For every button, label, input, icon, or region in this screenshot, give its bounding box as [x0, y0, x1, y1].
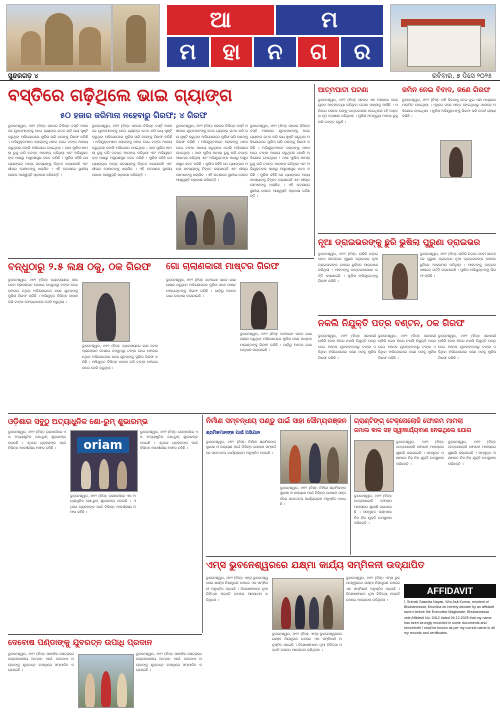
story-headline: ଆତ୍ମଘାତୀ ଘଟଣା [318, 86, 369, 94]
story-body: ଭୁବନେଶ୍ୱର, ୬ା୧୨ (ନିସ): ନିର୍ମାଣ ଶ୍ରମିକଙ୍କ ସୁରକ୍ଷା ଓ କଲ୍ୟାଣ ପାଇଁ ବିଭିନ୍ନ ଯୋଜନା ସମ୍ପର୍କରେ ସଚେତନତା କାର୍ଯ୍ୟକ୍ରମ ଅନୁଷ୍ଠିତ ହୋଇଛି । [280, 486, 346, 507]
story-subheadline: ଶ୍ରମିକମାନଙ୍କ ପାଇଁ ଅଭିଯାନ [206, 431, 261, 436]
portrait-photo [240, 282, 278, 330]
newspaper-title [166, 4, 384, 68]
section-divider [8, 413, 496, 414]
affidavit-text: I, Srimati Sasmita Nayak, W/o Asit Kumar, resident of Bhubaneswar, Khordha do hereby declare by an affidavit sworn before the Executive Magistrate, Bhubaneswar vide Affidavit No. 0412 dated 04.12.2025 that my name has been wrongly recorded in some documents and henceforth I shall be known as per my correct name in all my records and certificates. [404, 600, 495, 636]
section-divider [8, 634, 202, 635]
story-body: ଭୁବନେଶ୍ୱର, ୬ା୧୨ (ନିସ): ଏମ୍ସ ଭୁବନେଶ୍ୱରରେ ଯକ୍ଷ୍ମା ନିୟନ୍ତ୍ରଣ ଉପରେ ଏକ ସମ୍ମିଳନୀ ଅନୁଷ୍ଠିତ ହୋଇଛି । ବିଶେଷଜ୍ଞମାନେ ନୂଆ ଚିକିତ୍ସା ପଦ୍ଧତି ଉପରେ ଆଲୋଚନା କରିଥିଲେ । [346, 576, 400, 602]
story-body: ଭୁବନେଶ୍ୱର, ୬ା୧୨ (ନିସ): ରାଜଧାନୀରେ ଏକ ଅତ୍ୟାଧୁନିକ ଶୋ-ରୁମ୍ ଶୁଭାରମ୍ଭ ହୋଇଛି । ଏଥିରେ ଗ୍ରାହକଙ୍କ ପାଇଁ ବିଭିନ୍ନ ଆକର୍ଷଣୀୟ ଅଫର ରହିଛି । [70, 494, 136, 515]
story-body: ଭୁବନେଶ୍ୱର, ୬ା୧୨ (ନିସ): ସରକାରୀ ଚାକିରି ଦେବା ନାଁରେ ନକଲି ନିଯୁକ୍ତି ପତ୍ର ଦେଇ ଅନେକ ଯୁବକଙ୍କଠାରୁ ଟଙ୍କା ଠକିଥିବା ଅଭିଯୋଗରେ ଜଣେ ଠକକୁ ପୁଲିସ ଗିରଫ କରିଛି । [318, 334, 376, 360]
story-headline: ବନ୍ଧୁଠାରୁ ୨.୫ ଲକ୍ଷ ଠକୁ, ଠକ ଗିରଫ [8, 262, 151, 273]
story-body: ଭୁବନେଶ୍ୱର, ୬ା୧୨ (ନିସ): ଚାକିରି ଛଡ଼ାଇ ନେବା ସନ୍ଦେହରେ ପୁରୁଣା ଡ୍ରାଇଭର ନୂଆ ଡ୍ରାଇଭରଙ୍କ ଉପରେ ଛୁରିରେ ଆକ୍ରମଣ କରିଥିଲା । ଆହତଙ୍କୁ ଡାକ୍ତରଖାନାରେ ଭର୍ତ୍ତି କରାଯାଇଛି । ପୁଲିସ ଅଭିଯୁକ୍ତଙ୍କୁ ଗିରଫ କରିଛି । [318, 252, 378, 284]
title-letter: ଆ [167, 5, 274, 35]
story-body: ଭୁବନେଶ୍ୱର, ୬ା୧୨ (ନିସ): ସରକାରୀ ଚାକିରି ଦେବା ନାଁରେ ନକଲି ନିଯୁକ୍ତି ପତ୍ର ଦେଇ ଅନେକ ଯୁବକଙ୍କଠାରୁ ଟଙ୍କା ଠକିଥିବା ଅଭିଯୋଗରେ ଜଣେ ଠକକୁ ପୁଲିସ ଗିରଫ କରିଛି । [438, 334, 496, 360]
building-photo [390, 4, 496, 72]
title-letter: ମ [276, 5, 383, 35]
showroom-photo [70, 430, 138, 492]
news-photo [78, 654, 134, 708]
story-body: ଭୁବନେଶ୍ୱର, ୬ା୧୨ (ନିସ): ବେଆଇନ ଭାବେ ଗାଈ ଚାଲାଣ କରୁଥିବା ଅଭିଯୋଗରେ ପୁଲିସ ଜଣେ ମାଷ୍ଟରମାଇଣ୍ଡଙ୍କୁ ଗିରଫ କରିଛି । ଗାଡ଼ିରୁ ଅନେକ ଗାଈ ଉଦ୍ଧାର କରାଯାଇଛି । [240, 332, 312, 353]
story-body: ଭୁବନେଶ୍ୱର, ୬ା୧୨ (ନିସ): ସାମାଜିକ କ୍ଷେତ୍ରରେ ଉଲ୍ଲେଖନୀୟ ଅବଦାନ ପାଇଁ ଦେବୋଷ ପଣ୍ଡାଙ୍କୁ ଯୁବରତ୍ନ ଉପାଧିରେ ସମ୍ମାନିତ କରାଯାଇଛି । [8, 652, 74, 673]
story-headline: ନକଲି ନିଯୁକ୍ତି ପତ୍ର ବଣ୍ଟନ, ଠକ ଗିରଫ [318, 319, 465, 329]
title-letter: ହା [211, 37, 253, 67]
section-divider [318, 233, 496, 234]
portrait-photo [440, 140, 472, 178]
story-body: ଭୁବନେଶ୍ୱର, ୬ା୧୨ (ନିସ): ସାମାଜିକ କ୍ଷେତ୍ରରେ ଉଲ୍ଲେଖନୀୟ ଅବଦାନ ପାଇଁ ଦେବୋଷ ପଣ୍ଡାଙ୍କୁ ଯୁବରତ୍ନ ଉପାଧିରେ ସମ୍ମାନିତ କରାଯାଇଛି । [136, 652, 202, 673]
column-divider [202, 415, 203, 633]
conference-photo [272, 578, 344, 630]
news-photo [280, 430, 348, 484]
story-body: ଭୁବନେଶ୍ୱର, ୬ା୧୨ (ନିସ): ଏମ୍ସ ଭୁବନେଶ୍ୱରରେ ଯକ୍ଷ୍ମା ନିୟନ୍ତ୍ରଣ ଉପରେ ଏକ ସମ୍ମିଳନୀ ଅନୁଷ୍ଠିତ ହୋଇଛି । ବିଶେଷଜ୍ଞମାନେ ନୂଆ ଚିକିତ୍ସା ପଦ୍ଧତି ଉପରେ ଆଲୋଚନା କରିଥିଲେ । [272, 632, 342, 653]
story-body: ଭୁବନେଶ୍ୱର, ୬ା୧୨ (ନିସ): ଜମି ବିବାଦକୁ ନେଇ ଦୁଇ ପକ୍ଷ ମଧ୍ୟରେ ମାଡ଼ପିଟ ହୋଇଥିଲା । ଏଥିରେ ଜଣେ ଆହତ ହୋଇଥିବାରୁ ଥାନାରେ ଅଭିଯୋଗ ହୋଇଥିଲା । ପୁଲିସ ଅଭିଯୁକ୍ତଙ୍କୁ ଗିରଫ କରି କୋର୍ଟ ଚାଲାଣ କରିଛି । [402, 98, 496, 119]
story-body: ଭୁବନେଶ୍ୱର, ୬ା୧୨ (ନିସ): ବ୍ୟବସାୟରେ ଲାଭ ଦେବା ପ୍ରଲୋଭନ ଦେଖାଇ ବନ୍ଧୁଠାରୁ ଟଙ୍କା ନେଇ ଫେରାଇ ନଥିବା ଅଭିଯୋଗରେ ଜଣେ ଯୁବକଙ୍କୁ ପୁଲିସ ଗିରଫ କରିଛି । ଅଭିଯୁକ୍ତ ବିଭିନ୍ନ ବାହାନା କରି ଟଙ୍କା ଫେରାଇବାରେ ଡେରି କରୁଥିଲା । [8, 278, 78, 304]
portrait-photo [382, 254, 418, 300]
column-divider [314, 84, 315, 256]
brand-logo: oriam [77, 437, 129, 453]
story-body: ଭୁବନେଶ୍ୱର, ୬ା୧୨ (ନିସ): ସହରର ବିଭିନ୍ନ ବସ୍ତି ଅଞ୍ଚଳରେ ଯୁବକମାନଙ୍କୁ ନେଇ ଗ୍ୟାଙ୍ଗ ଗଠନ କରି ଭୟ ସୃଷ୍ଟି କରୁଥିବା ଅଭିଯୋଗରେ ପୁଲିସ ଚାରି ଜଣଙ୍କୁ ଗିରଫ କରିଛି । ଅଭିଯୁକ୍ତମାନେ ଲୋକଙ୍କୁ ଧମକ ଦେଇ ଟଙ୍କା ଆଦାୟ କରୁଥିଲେ ବୋଲି ଅଭିଯୋଗ ହୋଇଥିଲା । ଥାନା ପୁଲିସ ମାମଲା ରୁଜୁ କରି ତଦନ୍ତ ଆରମ୍ଭ କରିଥିଲା ଏବଂ ଅଭିଯୁକ୍ତଙ୍କ ପାଖରୁ ଅସ୍ତ୍ରଶସ୍ତ୍ର ଜବତ କରିଛି । ପୁଲିସ କହିଛି ଯେ ଗ୍ୟାଙ୍ଗର ଅନ୍ୟ ସଦସ୍ୟଙ୍କୁ ଚିହ୍ନଟ କରାଯାଉଛି ଏବଂ ଶୀଘ୍ର ସେମାନଙ୍କୁ ଧରାଯିବ । ଏହି ଘଟଣାରେ ସ୍ଥାନୀୟ ଲୋକେ ଆଶ୍ୱସ୍ତି ପ୍ରକାଶ କରିଛନ୍ତି । [92, 124, 172, 177]
story-headline: ଗ୍ରାଣ୍ଟିଙ୍ଗ୍ ଟେକ୍ନୋଲୋଜି ଫୋରମ ମାମଲା [354, 417, 464, 425]
story-headline: ନିର୍ମାଣ ସମ୍ବନ୍ଧୀୟ ପଣ୍ଡୁ ପାଇଁ ସାହା ସୌମ୍ୟରଞ୍ଜନ [206, 417, 347, 425]
story-body: ଭୁବନେଶ୍ୱର, ୬ା୧୨ (ନିସ): ସହରର ବିଭିନ୍ନ ବସ୍ତି ଅଞ୍ଚଳରେ ଯୁବକମାନଙ୍କୁ ନେଇ ଗ୍ୟାଙ୍ଗ ଗଠନ କରି ଭୟ ସୃଷ୍ଟି କରୁଥିବା ଅଭିଯୋଗରେ ପୁଲିସ ଚାରି ଜଣଙ୍କୁ ଗିରଫ କରିଛି । ଅଭିଯୁକ୍ତମାନେ ଲୋକଙ୍କୁ ଧମକ ଦେଇ ଟଙ୍କା ଆଦାୟ କରୁଥିଲେ ବୋଲି ଅଭିଯୋଗ ହୋଇଥିଲା । ଥାନା ପୁଲିସ ମାମଲା ରୁଜୁ କରି ତଦନ୍ତ ଆରମ୍ଭ କରିଥିଲା ଏବଂ ଅଭିଯୁକ୍ତଙ୍କ ପାଖରୁ ଅସ୍ତ୍ରଶସ୍ତ୍ର ଜବତ କରିଛି । ପୁଲିସ କହିଛି ଯେ ଗ୍ୟାଙ୍ଗର ଅନ୍ୟ ସଦସ୍ୟଙ୍କୁ ଚିହ୍ନଟ କରାଯାଉଛି ଏବଂ ଶୀଘ୍ର ସେମାନଙ୍କୁ ଧରାଯିବ । ଏହି ଘଟଣାରେ ସ୍ଥାନୀୟ ଲୋକେ ଆଶ୍ୱସ୍ତି ପ୍ରକାଶ କରିଛନ୍ତି । [176, 124, 248, 183]
title-letter: ମ [167, 37, 209, 67]
title-letter: ନ [254, 37, 296, 67]
column-divider [350, 415, 351, 555]
news-photo [176, 196, 248, 250]
story-headline-line2: ଜମାଲ କାଳ ସହ ସ୍ୱୀକାର୍ଯ୍ୟବାଣ ନେଇଥିଲେ ଯୋଗ [354, 427, 472, 434]
story-body: ଭୁବନେଶ୍ୱର, ୬ା୧୨ (ନିସ): ଚାକିରି ଛଡ଼ାଇ ନେବା ସନ୍ଦେହରେ ପୁରୁଣା ଡ୍ରାଇଭର ନୂଆ ଡ୍ରାଇଭରଙ୍କ ଉପରେ ଛୁରିରେ ଆକ୍ରମଣ କରିଥିଲା । ଆହତଙ୍କୁ ଡାକ୍ତରଖାନାରେ ଭର୍ତ୍ତି କରାଯାଇଛି । ପୁଲିସ ଅଭିଯୁକ୍ତଙ୍କୁ ଗିରଫ କରିଛି । [420, 252, 496, 278]
story-subheadline: ୫୦ ହଜାର ଜରିମାନା ନହେବାରୁ ଗିରଫ; ୪ ଗିରଫ [60, 111, 208, 120]
story-body: ଭୁବନେଶ୍ୱର, ୬ା୧୨ (ନିସ): ନିର୍ମାଣ ଶ୍ରମିକଙ୍କ ସୁରକ୍ଷା ଓ କଲ୍ୟାଣ ପାଇଁ ବିଭିନ୍ନ ଯୋଜନା ସମ୍ପର୍କରେ ସଚେତନତା କାର୍ଯ୍ୟକ୍ରମ ଅନୁଷ୍ଠିତ ହୋଇଛି । [206, 440, 276, 455]
story-body: ଭୁବନେଶ୍ୱର, ୬ା୧୨ (ନିସ): ରାଜଧାନୀରେ ଏକ ଅତ୍ୟାଧୁନିକ ଶୋ-ରୁମ୍ ଶୁଭାରମ୍ଭ ହୋଇଛି । ଏଥିରେ ଗ୍ରାହକଙ୍କ ପାଇଁ ବିଭିନ୍ନ ଆକର୍ଷଣୀୟ ଅଫର ରହିଛି । [8, 430, 66, 451]
story-body: ଭୁବନେଶ୍ୱର, ୬ା୧୨ (ନିସ): ଟେକ୍ନୋଲୋଜି ଫୋରମ ମାମଲାରେ ଶୁଣାଣି କରାଯାଇଛି । ସମ୍ପୃକ୍ତ ପକ୍ଷମାନେ ନିଜ ନିଜ ଯୁକ୍ତି ଉପସ୍ଥାପନ କରିଛନ୍ତି । [354, 494, 392, 526]
story-headline: ଗୋ ଚାଲାଣକାରୀ ମାଷ୍ଟର ଗିରଫ [166, 262, 280, 272]
story-body: ଭୁବନେଶ୍ୱର, ୬ା୧୨ (ନିସ): ସହରର ବିଭିନ୍ନ ବସ୍ତି ଅଞ୍ଚଳରେ ଯୁବକମାନଙ୍କୁ ନେଇ ଗ୍ୟାଙ୍ଗ ଗଠନ କରି ଭୟ ସୃଷ୍ଟି କରୁଥିବା ଅଭିଯୋଗରେ ପୁଲିସ ଚାରି ଜଣଙ୍କୁ ଗିରଫ କରିଛି । ଅଭିଯୁକ୍ତମାନେ ଲୋକଙ୍କୁ ଧମକ ଦେଇ ଟଙ୍କା ଆଦାୟ କରୁଥିଲେ ବୋଲି ଅଭିଯୋଗ ହୋଇଥିଲା । ଥାନା ପୁଲିସ ମାମଲା ରୁଜୁ କରି ତଦନ୍ତ ଆରମ୍ଭ କରିଥିଲା ଏବଂ ଅଭିଯୁକ୍ତଙ୍କ ପାଖରୁ ଅସ୍ତ୍ରଶସ୍ତ୍ର ଜବତ କରିଛି । ପୁଲିସ କହିଛି ଯେ ଗ୍ୟାଙ୍ଗର ଅନ୍ୟ ସଦସ୍ୟଙ୍କୁ ଚିହ୍ନଟ କରାଯାଉଛି ଏବଂ ଶୀଘ୍ର ସେମାନଙ୍କୁ ଧରାଯିବ । ଏହି ଘଟଣାରେ ସ୍ଥାନୀୟ ଲୋକେ ଆଶ୍ୱସ୍ତି ପ୍ରକାଶ କରିଛନ୍ତି । [250, 124, 310, 199]
story-headline: ଓଡ଼ିଶାର ସବୁଠୁ ଅତ୍ୟାଧୁନିକ ଶୋ-ରୁମ୍ ଶୁଭାରମ୍ଭ [8, 417, 148, 426]
story-headline: ଜମିନ ନେଇ ବିବାଦ, ଜଣେ ଗିରଫ [402, 86, 491, 94]
story-body: ଭୁବନେଶ୍ୱର, ୬ା୧୨ (ନିସ): ବ୍ୟବସାୟରେ ଲାଭ ଦେବା ପ୍ରଲୋଭନ ଦେଖାଇ ବନ୍ଧୁଠାରୁ ଟଙ୍କା ନେଇ ଫେରାଇ ନଥିବା ଅଭିଯୋଗରେ ଜଣେ ଯୁବକଙ୍କୁ ପୁଲିସ ଗିରଫ କରିଛି । ଅଭିଯୁକ୍ତ ବିଭିନ୍ନ ବାହାନା କରି ଟଙ୍କା ଫେରାଇବାରେ ଡେରି କରୁଥିଲା । [82, 344, 158, 370]
story-body: ଭୁବନେଶ୍ୱର, ୬ା୧୨ (ନିସ): ଟେକ୍ନୋଲୋଜି ଫୋରମ ମାମଲାରେ ଶୁଣାଣି କରାଯାଇଛି । ସମ୍ପୃକ୍ତ ପକ୍ଷମାନେ ନିଜ ନିଜ ଯୁକ୍ତି ଉପସ୍ଥାପନ କରିଛନ୍ତି । [448, 440, 496, 466]
date-label: ରବିବାର, ୭ ଡିସେ ୨୦୨୫ [432, 72, 492, 80]
story-body: ଭୁବନେଶ୍ୱର, ୬ା୧୨ (ନିସ): ଟେକ୍ନୋଲୋଜି ଫୋରମ ମାମଲାରେ ଶୁଣାଣି କରାଯାଇଛି । ସମ୍ପୃକ୍ତ ପକ୍ଷମାନେ ନିଜ ନିଜ ଯୁକ୍ତି ଉପସ୍ଥାପନ କରିଛନ୍ତି । [396, 440, 444, 466]
title-letter: ର [341, 37, 383, 67]
story-body: ଭୁବନେଶ୍ୱର, ୬ା୧୨ (ନିସ): ଏମ୍ସ ଭୁବନେଶ୍ୱରରେ ଯକ୍ଷ୍ମା ନିୟନ୍ତ୍ରଣ ଉପରେ ଏକ ସମ୍ମିଳନୀ ଅନୁଷ୍ଠିତ ହୋଇଛି । ବିଶେଷଜ୍ଞମାନେ ନୂଆ ଚିକିତ୍ସା ପଦ୍ଧତି ଉପରେ ଆଲୋଚନା କରିଥିଲେ । [206, 576, 268, 602]
statue-photo [112, 4, 160, 72]
section-divider [206, 556, 496, 557]
story-headline: ବସ୍ତିରେ ଗଢ଼ିଥିଲେ ଭାଇ ଗ୍ୟାଙ୍ଗ [8, 86, 233, 106]
section-divider [318, 315, 496, 316]
masthead [0, 0, 500, 81]
page-label: ସୁନ୍ଦରଗଡ଼ ୪ [8, 72, 39, 80]
story-headline: ଦେବୋଷ ପଣ୍ଡାଙ୍କୁ ଯୁବରତ୍ନ ଉପାଧି ପ୍ରଦାନ [8, 638, 153, 647]
temple-photo [6, 4, 112, 72]
story-body: ଭୁବନେଶ୍ୱର, ୬ା୧୨ (ନିସ): ରାଜଧାନୀରେ ଏକ ଅତ୍ୟାଧୁନିକ ଶୋ-ରୁମ୍ ଶୁଭାରମ୍ଭ ହୋଇଛି । ଏଥିରେ ଗ୍ରାହକଙ୍କ ପାଇଁ ବିଭିନ୍ନ ଆକର୍ଷଣୀୟ ଅଫର ରହିଛି । [140, 430, 198, 451]
affidavit-heading: AFFIDAVIT [404, 584, 496, 598]
portrait-photo [82, 282, 130, 342]
story-body: ଭୁବନେଶ୍ୱର, ୬ା୧୨ (ନିସ): ବେଆଇନ ଭାବେ ଗାଈ ଚାଲାଣ କରୁଥିବା ଅଭିଯୋଗରେ ପୁଲିସ ଜଣେ ମାଷ୍ଟରମାଇଣ୍ଡଙ୍କୁ ଗିରଫ କରିଛି । ଗାଡ଼ିରୁ ଅନେକ ଗାଈ ଉଦ୍ଧାର କରାଯାଇଛି । [166, 278, 236, 299]
portrait-photo [354, 440, 394, 492]
story-body: ଭୁବନେଶ୍ୱର, ୬ା୧୨ (ନିସ): ସହରର ଏକ ଅଞ୍ଚଳରେ ଜଣେ ଯୁବକ ଆତ୍ମହତ୍ୟା କରିଥିବା ଘଟଣା ସାମ୍ନାକୁ ଆସିଛି । ପରିବାର ଲୋକେ ତାଙ୍କୁ ଡାକ୍ତରଖାନା ନେଇଥିଲେ ହେଁ ଡାକ୍ତର ମୃତ ଘୋଷଣା କରିଥିଲେ । ପୁଲିସ ଅପମୃତ୍ୟୁ ମାମଲା ରୁଜୁ କରି ତଦନ୍ତ କରୁଛି । [318, 98, 398, 124]
title-letter: ଗ [298, 37, 340, 67]
story-headline: ନୂଆ ଡ୍ରାଇଭରଙ୍କୁ ଛୁରି ଭୁଷିଲା ପୁରୁଣା ଡ୍ରାଇଭର [318, 238, 481, 248]
story-body: ଭୁବନେଶ୍ୱର, ୬ା୧୨ (ନିସ): ସହରର ବିଭିନ୍ନ ବସ୍ତି ଅଞ୍ଚଳରେ ଯୁବକମାନଙ୍କୁ ନେଇ ଗ୍ୟାଙ୍ଗ ଗଠନ କରି ଭୟ ସୃଷ୍ଟି କରୁଥିବା ଅଭିଯୋଗରେ ପୁଲିସ ଚାରି ଜଣଙ୍କୁ ଗିରଫ କରିଛି । ଅଭିଯୁକ୍ତମାନେ ଲୋକଙ୍କୁ ଧମକ ଦେଇ ଟଙ୍କା ଆଦାୟ କରୁଥିଲେ ବୋଲି ଅଭିଯୋଗ ହୋଇଥିଲା । ଥାନା ପୁଲିସ ମାମଲା ରୁଜୁ କରି ତଦନ୍ତ ଆରମ୍ଭ କରିଥିଲା ଏବଂ ଅଭିଯୁକ୍ତଙ୍କ ପାଖରୁ ଅସ୍ତ୍ରଶସ୍ତ୍ର ଜବତ କରିଛି । ପୁଲିସ କହିଛି ଯେ ଗ୍ୟାଙ୍ଗର ଅନ୍ୟ ସଦସ୍ୟଙ୍କୁ ଚିହ୍ନଟ କରାଯାଉଛି ଏବଂ ଶୀଘ୍ର ସେମାନଙ୍କୁ ଧରାଯିବ । ଏହି ଘଟଣାରେ ସ୍ଥାନୀୟ ଲୋକେ ଆଶ୍ୱସ୍ତି ପ୍ରକାଶ କରିଛନ୍ତି । [8, 124, 88, 177]
story-body: ଭୁବନେଶ୍ୱର, ୬ା୧୨ (ନିସ): ସରକାରୀ ଚାକିରି ଦେବା ନାଁରେ ନକଲି ନିଯୁକ୍ତି ପତ୍ର ଦେଇ ଅନେକ ଯୁବକଙ୍କଠାରୁ ଟଙ୍କା ଠକିଥିବା ଅଭିଯୋଗରେ ଜଣେ ଠକକୁ ପୁଲିସ ଗିରଫ କରିଛି । [378, 334, 436, 360]
section-divider [8, 258, 314, 259]
story-headline: ଏମ୍ସ ଭୁବନେଶ୍ୱରରେ ଯକ୍ଷ୍ମା କାର୍ଯ୍ୟ ସମ୍ମିଳନୀ ଉଦ୍‌ଯାପିତ [206, 560, 425, 571]
